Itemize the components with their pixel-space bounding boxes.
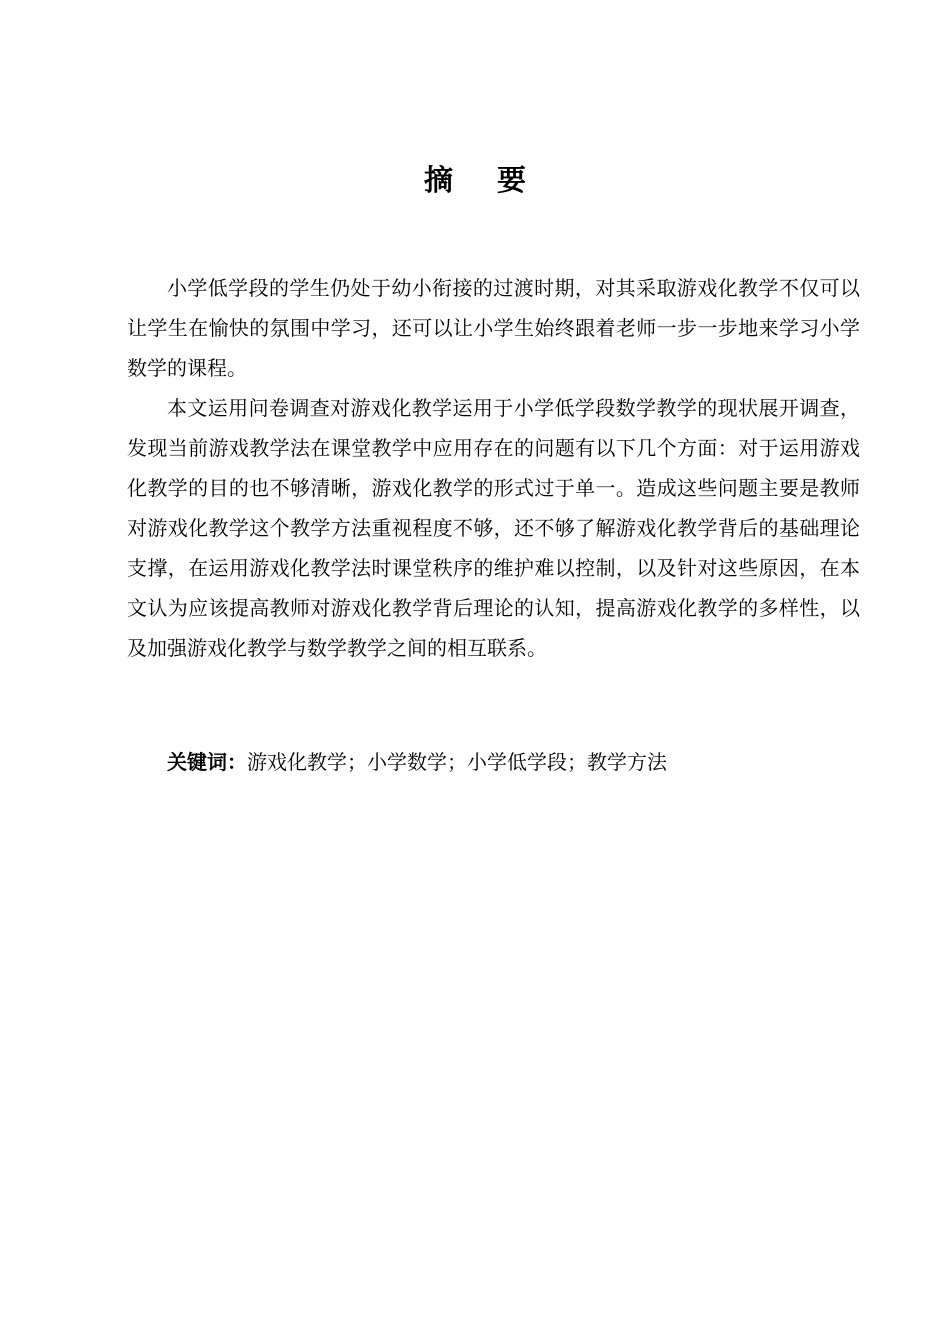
abstract-paragraph-1: 小学低学段的学生仍处于幼小衔接的过渡时期，对其采取游戏化教学不仅可以让学生在愉快的氛围中学习，还可以让小学生始终跟着老师一步一步地来学习小学数学的课程。 [127,276,860,380]
abstract-title: 摘要 [423,163,570,197]
abstract-body [127,268,860,668]
keywords-text: 游戏化教学；小学数学；小学低学段；教学方法 [247,750,667,774]
keywords-label: 关键词： [167,750,247,774]
abstract-paragraph-2: 本文运用问卷调查对游戏化教学运用于小学低学段数学教学的现状展开调查，发现当前游戏教学法在课堂教学中应用存在的问题有以下几个方面：对于运用游戏化教学的目的也不够清晰，游戏化教学的形式过于单一。造成这些问题主要是教师对游戏化教学这个教学方法重视程度不够，还不够了解游戏化教学背后的基础理论支撑，在运用游戏化教学法时课堂秩序的维护难以控制，以及针对这些原因，在本文认为应该提高教师对游戏化教学背后理论的认知，提高游戏化教学的多样性，以及加强游戏化教学与数学教学之间的相互联系。 [127,396,860,660]
keywords-line [127,742,860,782]
